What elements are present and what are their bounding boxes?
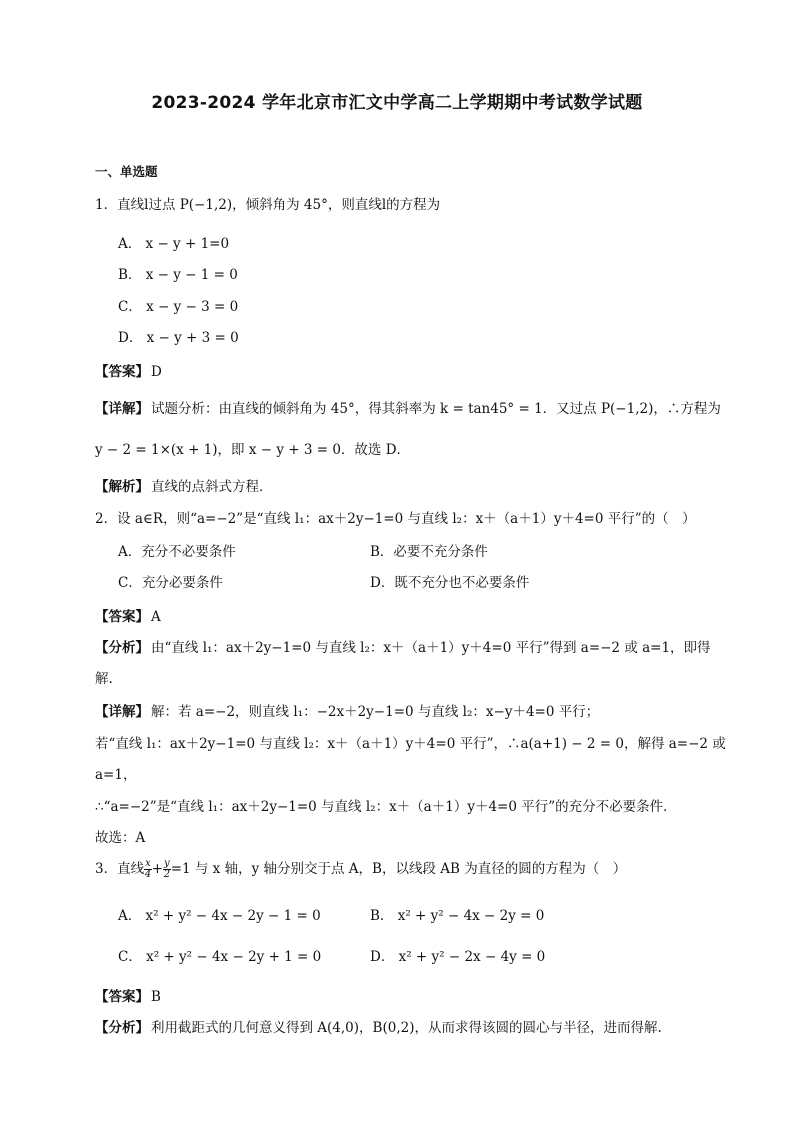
- detail-tag: 【详解】: [95, 401, 149, 417]
- fraction-x-over-4: [144, 859, 152, 880]
- q1-option-c: C． x − y − 3 = 0: [118, 299, 239, 315]
- explanation-text: 利用截距式的几何意义得到 A(4,0)，B(0,2)，从而求得该圆的圆心与半径，进而得解.: [151, 1020, 662, 1036]
- section-heading: 一、单选题: [95, 164, 158, 179]
- q2-explanation: [95, 636, 711, 656]
- q2-detail-line4: ∴“a=−2”是“直线 l₁：ax＋2y−1=0 与直线 l₂：x＋（a＋1）y＋4=0 平行”的充分不必要条件．: [95, 799, 677, 815]
- q1-answer: [95, 360, 162, 380]
- q2-detail-line2: 若“直线 l₁：ax＋2y−1=0 与直线 l₂：x＋（a＋1）y＋4=0 平行”，∴a(a+1) − 2 = 0，解得 a=−2 或: [95, 736, 726, 752]
- q1-stem: 1．直线l过点 P(−1,2)，倾斜角为 45°，则直线l的方程为: [95, 197, 441, 213]
- q1-detail-cont: y − 2 = 1×(x + 1)，即 x − y + 3 = 0．故选 D．: [95, 442, 411, 458]
- fraction-denominator: 2: [163, 869, 171, 880]
- q3-stem-suffix: =1 与 x 轴，y 轴分别交于点 A，B，以线段 AB 为直径的圆的方程为（ ）: [170, 861, 627, 877]
- q1-detail: [95, 397, 721, 417]
- q2-stem: 2．设 a∈R，则“a=−2”是“直线 l₁：ax＋2y−1=0 与直线 l₂：x＋（a＋1）y＋4=0 平行”的（ ）: [95, 511, 696, 527]
- q1-analysis: [95, 475, 273, 495]
- q2-detail-line3: a=1，: [95, 767, 137, 783]
- q3-explanation: [95, 1016, 662, 1036]
- answer-value: A: [151, 609, 161, 625]
- q2-option-c: C．充分必要条件: [118, 575, 223, 591]
- q3-option-d: D． x² + y² − 2x − 4y = 0: [370, 949, 546, 965]
- detail-text: 解：若 a=−2，则直线 l₁：−2x＋2y−1=0 与直线 l₂：x−y＋4=0 平行；: [151, 704, 600, 720]
- answer-tag: 【答案】: [95, 989, 149, 1005]
- q3-option-a: A． x² + y² − 4x − 2y − 1 = 0: [118, 908, 321, 924]
- detail-text: 试题分析：由直线的倾斜角为 45°，得其斜率为 k = tan45° = 1．又过点 P(−1,2)，∴方程为: [151, 401, 721, 417]
- fraction-y-over-2: [163, 859, 171, 880]
- q2-option-a: A．充分不必要条件: [118, 544, 236, 560]
- fraction-numerator: x: [145, 858, 151, 869]
- q3-option-c: C． x² + y² − 4x − 2y + 1 = 0: [118, 949, 322, 965]
- q2-explanation-cont: 解.: [95, 671, 113, 687]
- q1-option-b: B． x − y − 1 = 0: [118, 267, 238, 283]
- explanation-tag: 【分析】: [95, 640, 149, 656]
- q3-answer: [95, 985, 161, 1005]
- answer-tag: 【答案】: [95, 364, 149, 380]
- plus-sign: +: [151, 861, 164, 877]
- q3-stem-prefix: 3．直线: [95, 861, 145, 877]
- q2-option-d: D．既不充分也不必要条件: [370, 575, 530, 591]
- q1-option-d: D． x − y + 3 = 0: [118, 330, 239, 346]
- answer-value: B: [151, 989, 161, 1005]
- q2-option-b: B．必要不充分条件: [370, 544, 488, 560]
- q2-detail-line5: 故选：A: [95, 830, 146, 846]
- explanation-text: 由“直线 l₁：ax＋2y−1=0 与直线 l₂：x＋（a＋1）y＋4=0 平行”得到 a=−2 或 a=1，即得: [151, 640, 711, 656]
- analysis-tag: 【解析】: [95, 479, 149, 495]
- answer-value: D: [151, 364, 162, 380]
- page-title: 2023-2024 学年北京市汇文中学高二上学期期中考试数学试题: [151, 93, 643, 113]
- explanation-tag: 【分析】: [95, 1020, 149, 1036]
- answer-tag: 【答案】: [95, 609, 149, 625]
- q3-stem: [95, 857, 626, 880]
- q1-option-a: A． x − y + 1=0: [118, 236, 230, 252]
- fraction-numerator: y: [164, 858, 170, 869]
- q2-answer: [95, 605, 161, 625]
- q2-detail: [95, 700, 599, 720]
- fraction-denominator: 4: [144, 869, 152, 880]
- q3-option-b: B． x² + y² − 4x − 2y = 0: [370, 908, 545, 924]
- analysis-text: 直线的点斜式方程．: [151, 479, 273, 495]
- detail-tag: 【详解】: [95, 704, 149, 720]
